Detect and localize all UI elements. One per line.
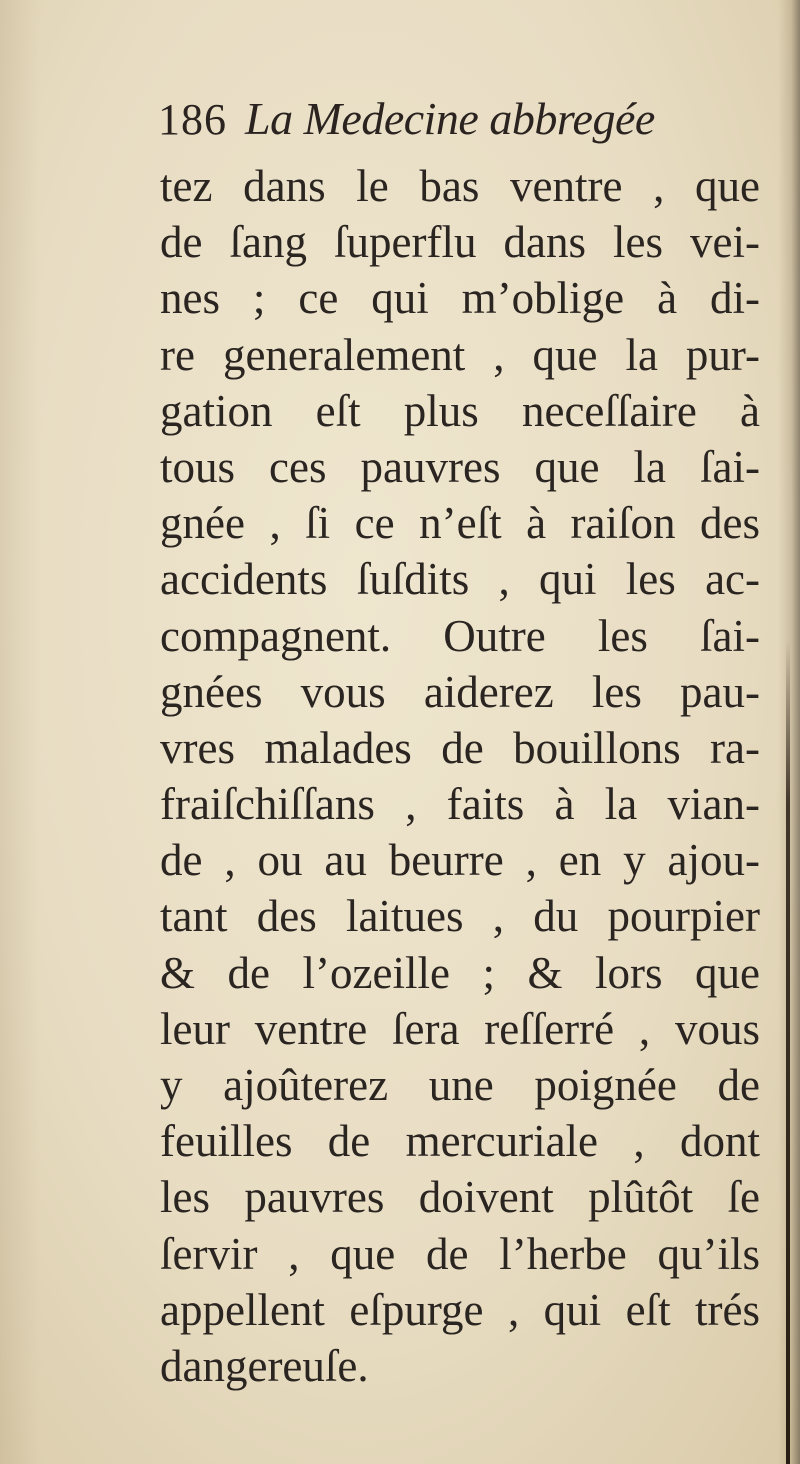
text-line: & de l’ozeille ; & lors que [160,947,760,998]
text-line: tant des laitues , du pourpier [160,891,760,942]
text-line: gation eſt plus neceſſaire à [160,385,760,436]
text-line: accidents ſuſdits , qui les ac- [160,554,760,605]
text-line: ſervir , que de l’herbe qu’ils [160,1228,760,1279]
text-line: gnées vous aiderez les pau- [160,666,760,717]
text-line: compagnent. Outre les ſai- [160,610,760,661]
running-title: La Medecine abbregée [245,93,655,144]
page-number: 186 [158,95,227,144]
text-line: leur ventre ſera reſſerré , vous [160,1003,760,1054]
text-line: y ajoûterez une poignée de [160,1060,760,1110]
text-line: de , ou au beurre , en y ajou- [160,835,760,886]
text-line: gnée , ſi ce n’eſt à raiſon des [160,498,760,549]
text-line: de ſang ſuperflu dans les vei- [160,217,760,268]
text-line: tous ces pauvres que la ſai- [160,441,760,492]
body-text [160,158,760,1394]
page-header [158,92,758,156]
text-line: nes ; ce qui m’oblige à di- [160,273,760,324]
text-line: feuilles de mercuriale , dont [160,1116,760,1167]
text-line: appellent eſpurge , qui eſt trés [160,1284,760,1335]
text-line-final: dangereuſe. [160,1340,369,1391]
page-gutter-shading [0,0,40,1464]
text-line: fraiſchiſſans , faits à la vian- [160,779,760,830]
text-line: re generalement , que la pur- [160,329,760,380]
text-line: tez dans le bas ventre , que [160,161,760,211]
text-line: les pauvres doivent plûtôt ſe [160,1172,760,1223]
page-edge-line [786,640,790,1464]
text-line: vres malades de bouillons ra- [160,722,760,773]
